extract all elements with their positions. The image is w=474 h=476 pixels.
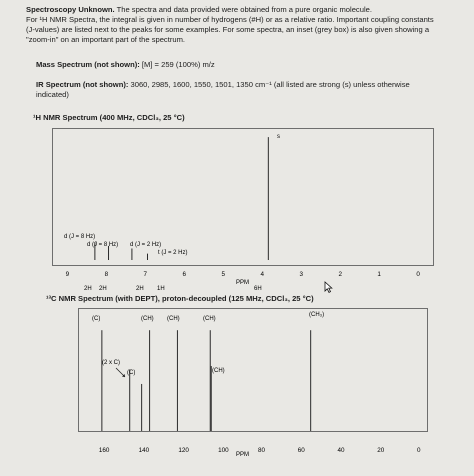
c-nmr-axis-unit: PPM <box>236 452 250 458</box>
mass-spectrum-line <box>36 61 215 70</box>
h-nmr-tick-label: 1 <box>377 271 381 278</box>
c-nmr-tick-label: 20 <box>377 447 385 454</box>
mass-spectrum-label: Mass Spectrum (not shown): <box>36 60 140 69</box>
h-nmr-solvent-mark: s <box>277 134 280 140</box>
ir-spectrum-line <box>36 80 436 100</box>
h-nmr-tick-label: 2 <box>338 271 342 278</box>
h-nmr-tick-label: 6 <box>182 271 187 278</box>
h-nmr-title: ¹H NMR Spectrum (400 MHz, CDCl₃, 25 °C) <box>33 113 185 122</box>
c-nmr-tick-label: 80 <box>257 447 265 454</box>
h-nmr-label-3: d (J = 2 Hz) <box>130 242 162 248</box>
h-nmr-tick-label: 8 <box>104 271 109 278</box>
c-nmr-tick-label: 0 <box>417 447 421 454</box>
intro-line-4: "zoom-in" on an important part of the spectrum. <box>26 35 186 44</box>
intro-line-2: For ¹H NMR Spectra, the integral is given in number of hydrogens (#H) or as a relative ratio. Important coupling constants <box>26 15 434 24</box>
h-nmr-label-4: t (J = 2 Hz) <box>158 250 188 256</box>
h-nmr-label-1: d (J = 8 Hz) <box>64 234 96 240</box>
ir-spectrum-value: 3060, 2985, 1600, 1550, 1501, 1350 cm⁻¹ (all listed are strong (s) unless otherwise indicated) <box>36 80 410 99</box>
c-nmr-title: ¹³C NMR Spectrum (with DEPT), proton-decoupled (125 MHz, CDCl₃, 25 °C) <box>46 294 314 303</box>
cursor-arrow-icon <box>325 282 332 292</box>
c-nmr-tick-label: 120 <box>178 447 189 454</box>
c-nmr-tick-label: 140 <box>138 447 150 454</box>
c-nmr-label-3: (CH) <box>167 316 180 322</box>
intro-heading: Spectroscopy Unknown. <box>26 5 115 14</box>
h-nmr-spectrum <box>52 128 434 266</box>
intro-line-1: The spectra and data provided were obtained from a pure organic molecule. <box>114 5 372 14</box>
h-nmr-tick-label: 9 <box>65 271 70 278</box>
h-nmr-tick-label: 5 <box>221 271 226 278</box>
h-nmr-tick-label: 3 <box>299 271 303 278</box>
intro-line-3: (J-values) are listed next to the peaks for some examples. For some spectra, an inset (grey box) is also given showing a <box>26 25 430 34</box>
c-nmr-spectrum <box>78 308 428 463</box>
h-nmr-integral-5: 6H <box>254 286 262 292</box>
c-nmr-label-1: (C) <box>92 316 101 322</box>
c-nmr-label-6: (2 x C) <box>102 360 120 366</box>
c-nmr-tick-label: 40 <box>337 447 345 454</box>
h-nmr-tick-label: 0 <box>416 271 420 278</box>
h-nmr-integral-2: 2H <box>99 286 107 292</box>
c-nmr-tick-label: 160 <box>98 447 110 454</box>
c-nmr-tick-label: 100 <box>218 447 229 454</box>
c-nmr-label-7: (C) <box>127 370 136 376</box>
h-nmr-integral-4: 1H <box>157 286 165 292</box>
c-nmr-tick-label: 60 <box>297 447 305 454</box>
c-nmr-label-5: (CH₃) <box>309 312 325 318</box>
intro-paragraph <box>26 5 434 45</box>
h-nmr-axis-unit: PPM <box>236 280 250 286</box>
mass-spectrum-value: [M] = 259 (100%) m/z <box>139 60 215 69</box>
h-nmr-tick-label: 7 <box>143 271 148 278</box>
c-nmr-label-8: (CH) <box>212 368 225 374</box>
ir-spectrum-label: IR Spectrum (not shown): <box>36 80 129 89</box>
h-nmr-tick-label: 4 <box>260 271 265 278</box>
h-nmr-label-2: d (J = 8 Hz) <box>87 242 119 248</box>
c-nmr-label-2: (CH) <box>141 316 154 322</box>
h-nmr-integral-1: 2H <box>84 286 92 292</box>
c-nmr-label-4: (CH) <box>203 316 216 322</box>
h-nmr-integral-3: 2H <box>136 286 144 292</box>
